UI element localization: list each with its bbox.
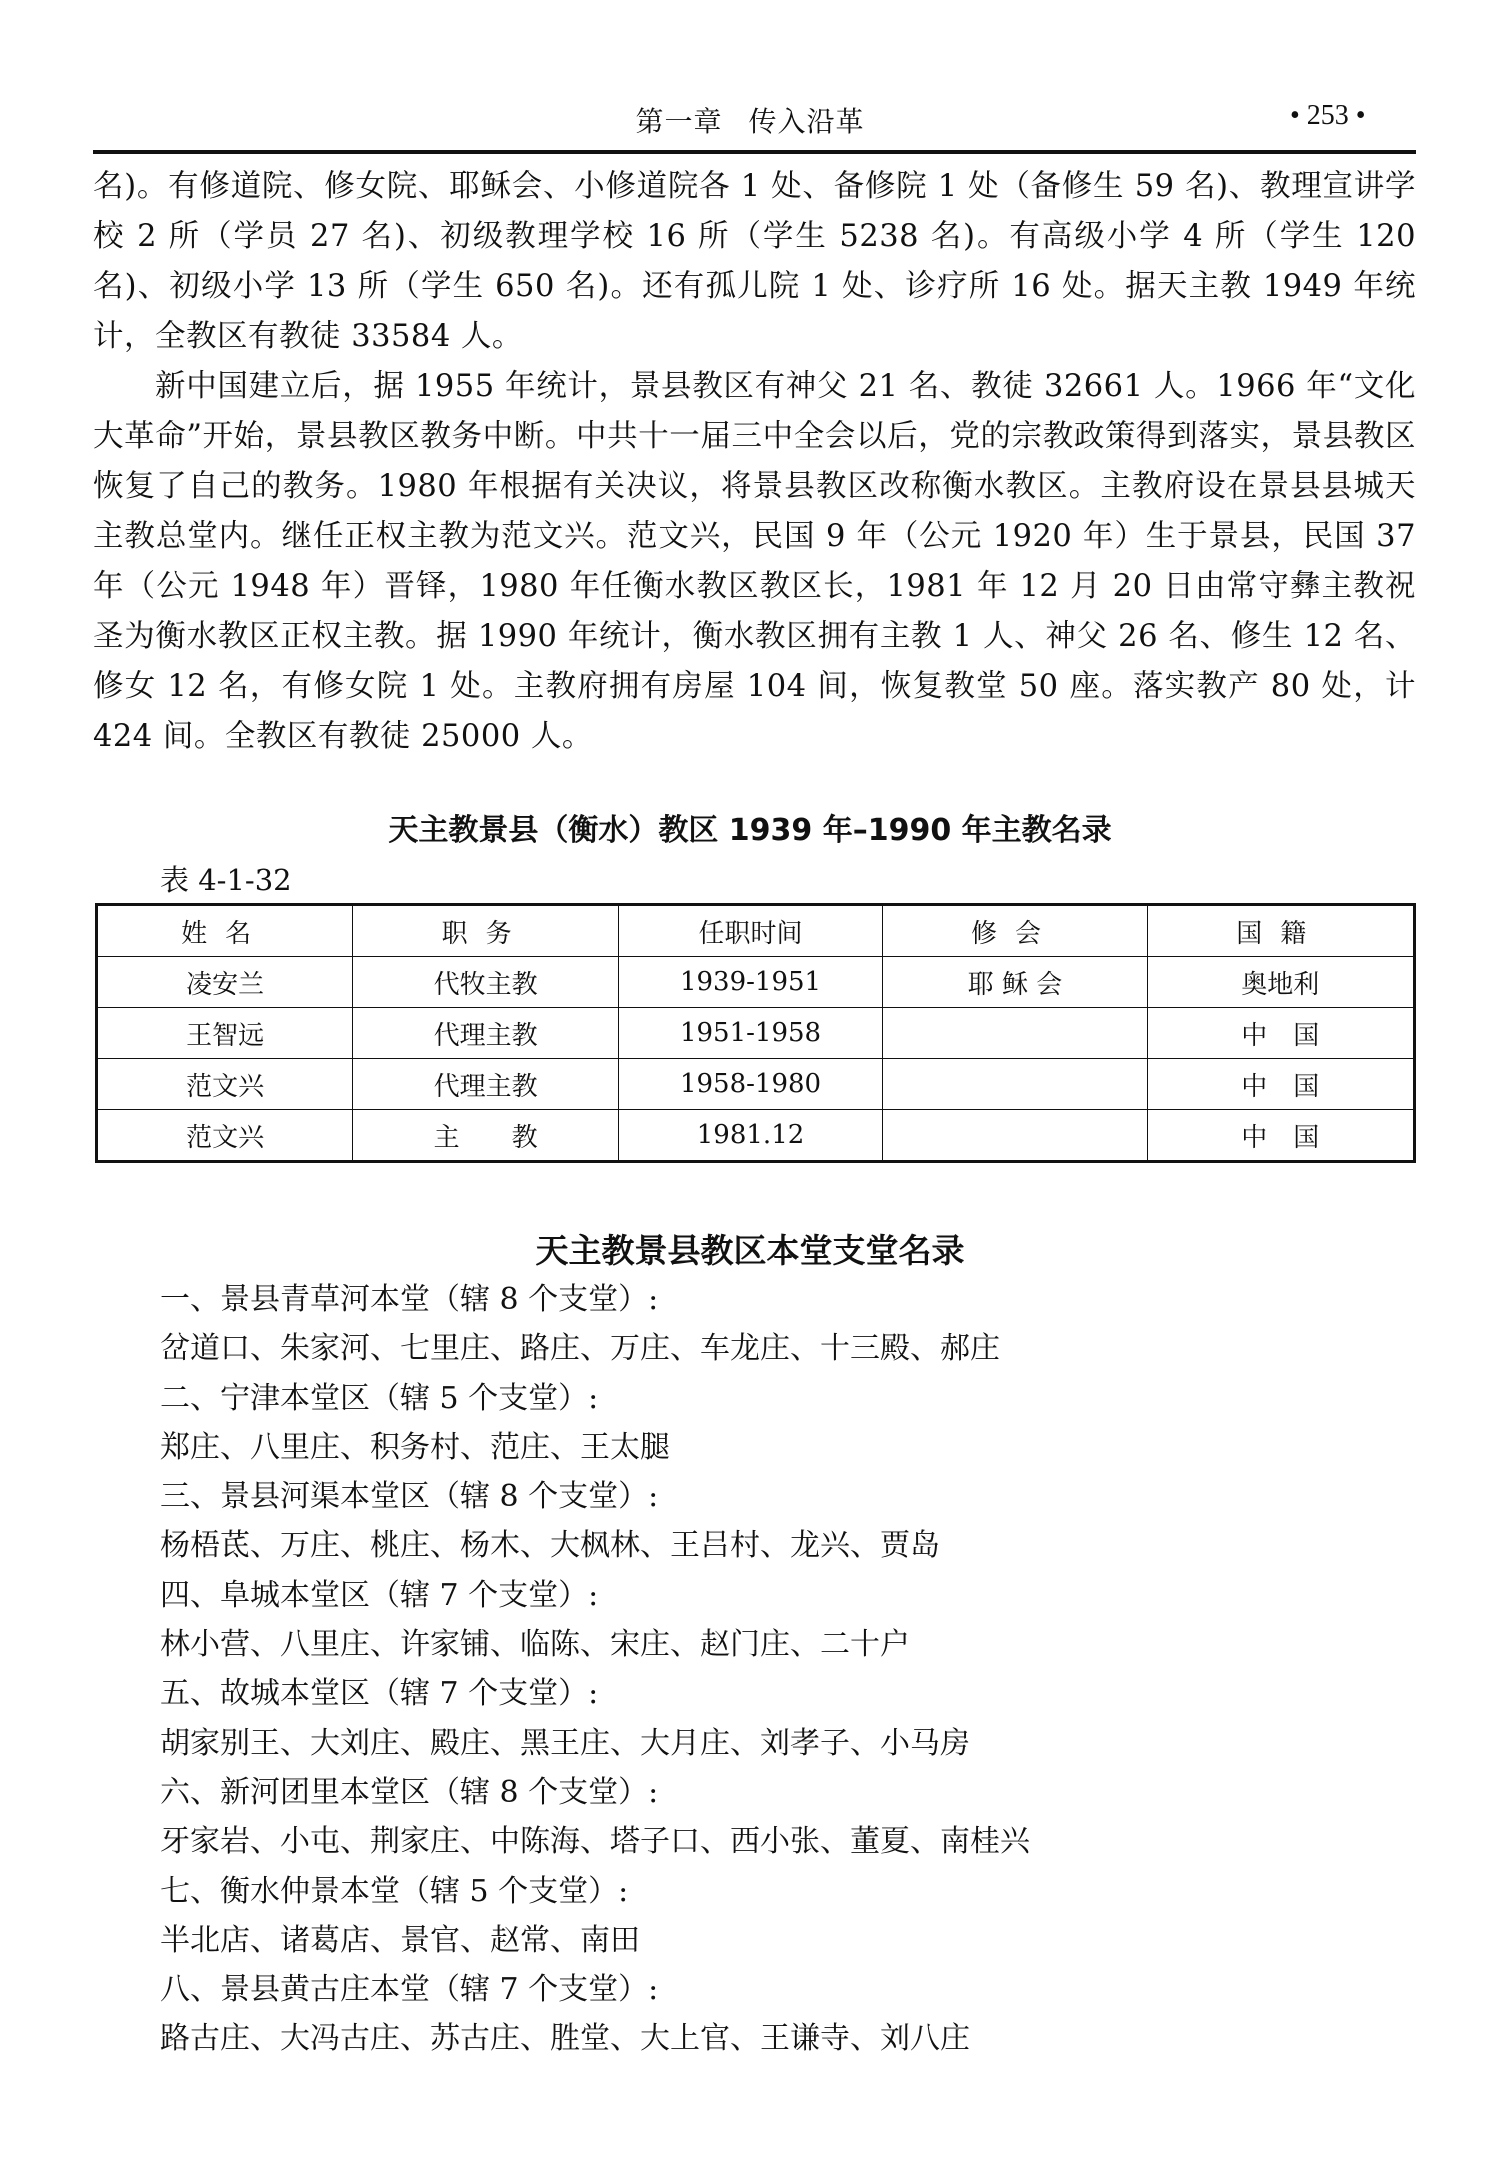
parish-heading: 八、景县黄古庄本堂（辖 7 个支堂）:	[160, 1972, 659, 2008]
branch-list: 胡家别王、大刘庄、殿庄、黑王庄、大月庄、刘孝子、小马房	[160, 1725, 970, 1761]
table-header-row	[97, 905, 1415, 957]
page-number: • 253 •	[1290, 100, 1366, 131]
cell-order: 耶 稣 会	[883, 957, 1147, 1008]
cell-nationality: 中 国	[1147, 1008, 1414, 1059]
branch-list: 杨梧茋、万庄、桃庄、杨木、大枫林、王吕村、龙兴、贾岛	[160, 1528, 940, 1564]
running-header	[0, 100, 1500, 140]
table-row	[97, 1008, 1415, 1059]
branch-list: 路古庄、大冯古庄、苏古庄、胜堂、大上官、王谦寺、刘八庄	[160, 2021, 970, 2057]
column-header-position: 职务	[353, 905, 618, 957]
branch-list: 牙家岩、小屯、荆家庄、中陈海、塔子口、西小张、董夏、南桂兴	[160, 1824, 1030, 1860]
cell-nationality: 奥地利	[1147, 957, 1414, 1008]
column-header-name: 姓名	[97, 905, 353, 957]
column-header-order: 修会	[883, 905, 1147, 957]
cell-order	[883, 1110, 1147, 1162]
table-row	[97, 957, 1415, 1008]
bishop-table-title: 天主教景县（衡水）教区 1939 年–1990 年主教名录	[388, 813, 1112, 848]
parish-heading: 七、衡水仲景本堂（辖 5 个支堂）:	[160, 1873, 629, 1909]
chapter-title: 传入沿革	[748, 105, 865, 138]
branch-list: 林小营、八里庄、许家铺、临陈、宋庄、赵门庄、二十户	[160, 1627, 910, 1663]
cell-tenure: 1951-1958	[618, 1008, 883, 1059]
parish-list-title: 天主教景县教区本堂支堂名录	[535, 1231, 965, 1270]
column-header-nationality: 国籍	[1147, 905, 1414, 957]
cell-tenure: 1939-1951	[618, 957, 883, 1008]
parish-heading: 六、新河团里本堂区（辖 8 个支堂）:	[160, 1774, 659, 1810]
cell-tenure: 1981.12	[618, 1110, 883, 1162]
cell-position: 代牧主教	[353, 957, 618, 1008]
branch-list: 半北店、诸葛店、景官、赵常、南田	[160, 1922, 640, 1958]
cell-tenure: 1958-1980	[618, 1059, 883, 1110]
cell-nationality: 中 国	[1147, 1059, 1414, 1110]
parish-heading: 三、景县河渠本堂区（辖 8 个支堂）:	[160, 1479, 659, 1515]
cell-name: 凌安兰	[97, 957, 353, 1008]
cell-position: 代理主教	[353, 1008, 618, 1059]
cell-position: 主 教	[353, 1110, 618, 1162]
parish-heading: 二、宁津本堂区（辖 5 个支堂）:	[160, 1380, 599, 1416]
bishop-table	[95, 903, 1416, 1163]
cell-position: 代理主教	[353, 1059, 618, 1110]
table-row	[97, 1110, 1415, 1162]
cell-nationality: 中 国	[1147, 1110, 1414, 1162]
header-rule	[93, 150, 1416, 154]
branch-list: 郑庄、八里庄、积务村、范庄、王太腿	[160, 1429, 670, 1465]
column-header-tenure: 任职时间	[618, 905, 883, 957]
cell-order	[883, 1008, 1147, 1059]
parish-heading: 一、景县青草河本堂（辖 8 个支堂）:	[160, 1282, 659, 1317]
table-row	[97, 1059, 1415, 1110]
table-number: 表 4-1-32	[160, 863, 292, 897]
paragraph-2: 新中国建立后，据 1955 年统计，景县教区有神父 21 名、教徒 32661 人。1966 年“文化大革命”开始，景县教区教务中断。中共十一届三中全会以后，党的宗教政策得到落实，景县教区恢复了自己的教务。1980 年根据有关决议，将景县教区改称衡水教区。主教府设在景县县城天主教总堂内。继任正权主教为范文兴。范文兴，民国 9 年（公元 1920 年）生于景县，民国 37 年（公元 1948 年）晋铎，1980 年任衡水教区教区长，1981 年 12 月 20 日由常守彝主教祝圣为衡水教区正权主教。据 1990 年统计，衡水教区拥有主教 1 人、神父 26 名、修生 12 名、修女 12 名，有修女院 1 处。主教府拥有房屋 104 间，恢复教堂 50 座。落实教产 80 处，计 424 间。全教区有教徒 25000 人。	[93, 369, 1416, 754]
chapter-number: 第一章	[635, 105, 723, 138]
parish-heading: 四、阜城本堂区（辖 7 个支堂）:	[160, 1577, 599, 1613]
parish-list	[160, 1275, 1030, 2064]
cell-order	[883, 1059, 1147, 1110]
parish-heading: 五、故城本堂区（辖 7 个支堂）:	[160, 1676, 599, 1712]
branch-list: 岔道口、朱家河、七里庄、路庄、万庄、车龙庄、十三殿、郝庄	[160, 1331, 1000, 1367]
paragraph-1: 名)。有修道院、修女院、耶稣会、小修道院各 1 处、备修院 1 处（备修生 59 名)、教理宣讲学校 2 所（学员 27 名)、初级教理学校 16 所（学生 5238 名)。有高级小学 4 所（学生 120 名)、初级小学 13 所（学生 650 名)。还有孤儿院 1 处、诊疗所 16 处。据天主教 1949 年统计，全教区有教徒 33584 人。	[93, 169, 1416, 354]
cell-name: 范文兴	[97, 1059, 353, 1110]
cell-name: 范文兴	[97, 1110, 353, 1162]
cell-name: 王智远	[97, 1008, 353, 1059]
